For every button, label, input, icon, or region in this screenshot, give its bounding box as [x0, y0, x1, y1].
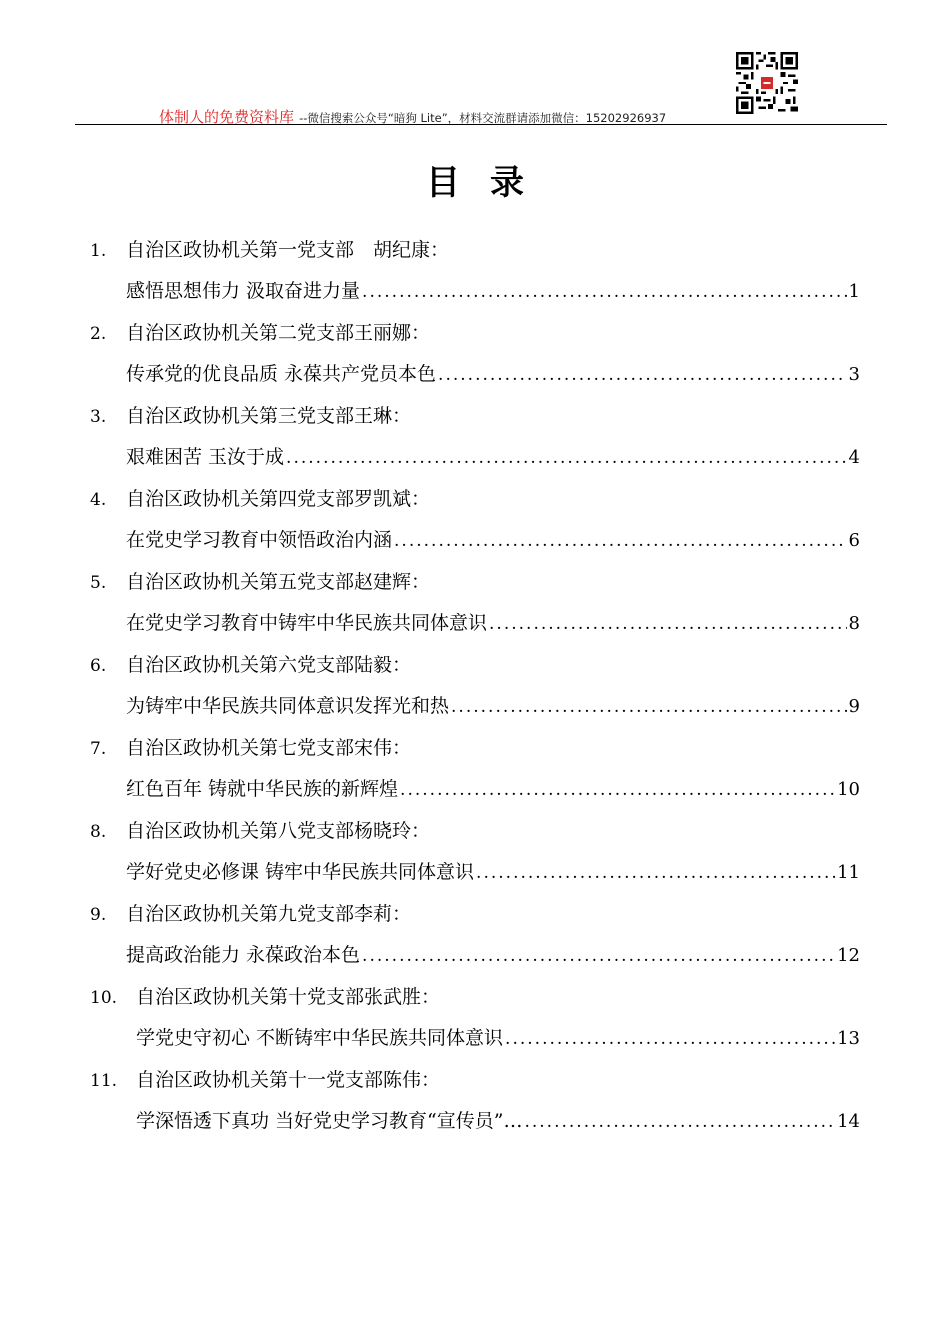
- toc-leader-dots: [505, 1019, 835, 1059]
- header-divider: [75, 124, 887, 125]
- toc-number: 4.: [90, 490, 107, 510]
- toc-author: 自治区政协机关第二党支部王丽娜：: [126, 322, 431, 344]
- qr-code-icon: [736, 52, 798, 114]
- toc-link[interactable]: [126, 520, 860, 560]
- toc-author: 自治区政协机关第十党支部张武胜：: [136, 986, 441, 1008]
- toc-leader-dots: [524, 1102, 835, 1142]
- table-of-contents-entries: [90, 313, 860, 1143]
- toc-entry: [90, 1060, 860, 1143]
- toc-entry: [90, 645, 860, 728]
- toc-page-number: 6: [848, 530, 860, 551]
- toc-page-number: 9: [848, 696, 860, 717]
- toc-link[interactable]: [126, 769, 860, 809]
- page-header: [75, 50, 887, 127]
- toc-author: 自治区政协机关第五党支部赵建辉：: [126, 571, 431, 593]
- toc-link[interactable]: [136, 1101, 860, 1141]
- toc-number: 1.: [90, 241, 107, 261]
- toc-leader-dots: [394, 521, 847, 561]
- toc-link[interactable]: [126, 437, 860, 477]
- toc-page-number: 13: [837, 1028, 860, 1049]
- toc-title: 提高政治能力 永葆政治本色: [126, 944, 361, 966]
- toc-number: 3.: [90, 407, 107, 427]
- toc-leader-dots: [286, 438, 847, 478]
- toc-page-number: 10: [837, 779, 860, 800]
- toc-entry: [90, 728, 860, 811]
- toc-link[interactable]: [126, 603, 860, 643]
- toc-leader-dots: [362, 936, 835, 976]
- toc-page-number: 4: [848, 447, 860, 468]
- toc-author: 自治区政协机关第六党支部陆毅：: [126, 654, 412, 676]
- toc-entry: [90, 396, 860, 479]
- toc-link[interactable]: [136, 1018, 860, 1058]
- toc-entry: [90, 894, 860, 977]
- toc-title: 为铸牢中华民族共同体意识发挥光和热: [126, 695, 450, 717]
- toc-page-number: 8: [848, 613, 860, 634]
- toc-author: 自治区政协机关第三党支部王琳：: [126, 405, 412, 427]
- toc-link[interactable]: [126, 686, 860, 726]
- toc-number: 9.: [90, 905, 107, 925]
- toc-leader-dots: [362, 272, 847, 312]
- toc-number: 5.: [90, 573, 107, 593]
- toc-author: 自治区政协机关第十一党支部陈伟：: [136, 1069, 441, 1091]
- toc-author: 自治区政协机关第四党支部罗凯斌：: [126, 488, 431, 510]
- toc-entry: [90, 313, 860, 396]
- toc-entry: [90, 562, 860, 645]
- toc-leader-dots: [476, 853, 835, 893]
- header-brand: 体制人的免费资料库: [159, 108, 295, 126]
- toc-link[interactable]: [126, 271, 860, 311]
- toc-number: 10.: [90, 988, 118, 1008]
- toc-number: 8.: [90, 822, 107, 842]
- toc-link[interactable]: [126, 935, 860, 975]
- toc-author: 自治区政协机关第九党支部李莉：: [126, 903, 412, 925]
- toc-author: 自治区政协机关第八党支部杨晓玲：: [126, 820, 431, 842]
- toc-page-number: 3: [848, 364, 860, 385]
- toc-title: 感悟思想伟力 汲取奋进力量: [126, 280, 361, 302]
- toc-page-number: 1: [848, 281, 860, 302]
- toc-number: 11.: [90, 1071, 118, 1091]
- toc-number: 7.: [90, 739, 107, 759]
- toc-title: 红色百年 铸就中华民族的新辉煌: [126, 778, 399, 800]
- toc-author: 自治区政协机关第一党支部 胡纪康：: [126, 239, 450, 261]
- toc-entry: [90, 977, 860, 1060]
- toc-title: 在党史学习教育中领悟政治内涵: [126, 529, 393, 551]
- toc-title: 学深悟透下真功 当好党史学习教育“宣传员”…: [136, 1110, 523, 1132]
- toc-entry: [90, 811, 860, 894]
- toc-title: 传承党的优良品质 永葆共产党员本色: [126, 363, 437, 385]
- toc-number: 2.: [90, 324, 107, 344]
- toc-leader-dots: [489, 604, 847, 644]
- toc-leader-dots: [400, 770, 835, 810]
- toc-entry: [90, 479, 860, 562]
- toc-page-number: 12: [837, 945, 860, 966]
- toc-title: 学好党史必修课 铸牢中华民族共同体意识: [126, 861, 475, 883]
- toc-leader-dots: [438, 355, 847, 395]
- toc-page-number: 11: [837, 862, 860, 883]
- toc-number: 6.: [90, 656, 107, 676]
- toc-link[interactable]: [126, 354, 860, 394]
- page-title: 目录: [426, 163, 554, 203]
- toc-title: 学党史守初心 不断铸牢中华民族共同体意识: [136, 1027, 504, 1049]
- toc-title: 在党史学习教育中铸牢中华民族共同体意识: [126, 612, 488, 634]
- toc-leader-dots: [451, 687, 847, 727]
- toc-page-number: 14: [837, 1111, 860, 1132]
- header-subtext: --微信搜索公众号“暗狗 Lite”，材料交流群请添加微信：15202926937: [299, 111, 667, 125]
- toc-author: 自治区政协机关第七党支部宋伟：: [126, 737, 412, 759]
- toc-title: 艰难困苦 玉汝于成: [126, 446, 285, 468]
- toc-link[interactable]: [126, 852, 860, 892]
